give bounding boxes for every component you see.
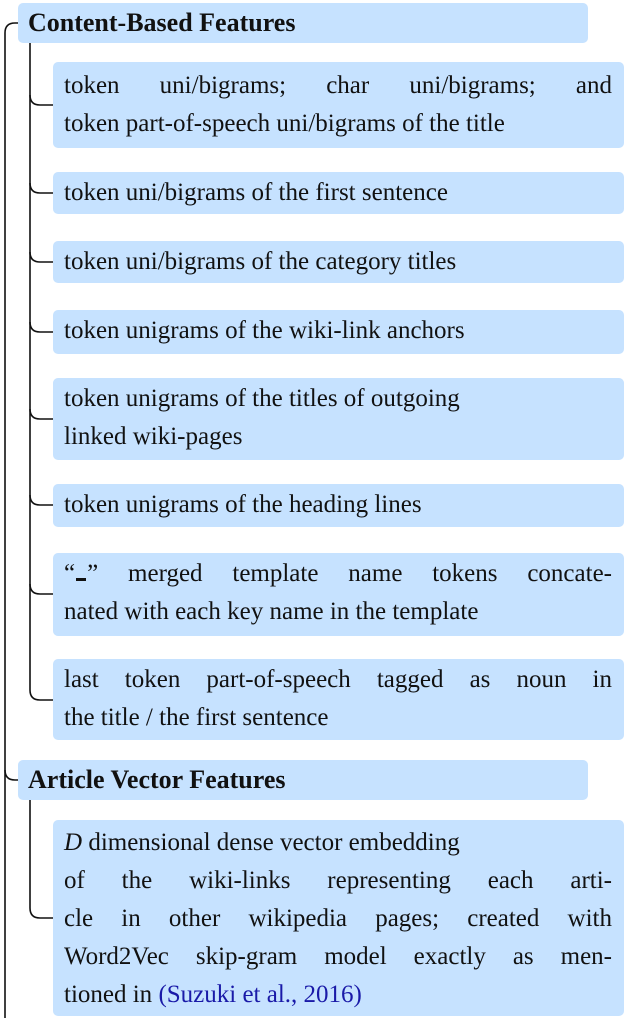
feature-text: last token part-of-speech tagged as noun in bbox=[64, 666, 612, 693]
feature-text: Word2Vec skip-gram model exactly as men- bbox=[64, 943, 612, 970]
feature-text: token part-of-speech uni/bigrams of the title bbox=[64, 110, 505, 137]
citation-link[interactable]: (Suzuki et al., 2016) bbox=[158, 981, 362, 1008]
feature-text-rest: ” merged template name tokens concate- bbox=[87, 560, 612, 587]
feature-item bbox=[53, 172, 624, 214]
group-header-content-based: Content-Based Features bbox=[18, 3, 588, 43]
feature-item bbox=[53, 378, 624, 460]
underscore-symbol bbox=[76, 564, 86, 581]
feature-text bbox=[64, 824, 612, 862]
feature-text: token unigrams of the heading lines bbox=[64, 491, 422, 518]
feature-text-rest: dimensional dense vector embedding bbox=[82, 829, 460, 856]
feature-text: token uni/bigrams; char uni/bigrams; and bbox=[64, 72, 612, 99]
group-header-article-vector: Article Vector Features bbox=[18, 760, 588, 800]
feature-text: nated with each key name in the template bbox=[64, 598, 479, 625]
feature-text: the title / the first sentence bbox=[64, 704, 329, 731]
feature-text bbox=[64, 976, 612, 1014]
group-2-spine bbox=[30, 800, 53, 918]
feature-item bbox=[53, 553, 624, 636]
feature-item bbox=[53, 820, 624, 1016]
feature-text: linked wiki-pages bbox=[64, 423, 243, 450]
feature-text: token unigrams of the titles of outgoing bbox=[64, 385, 460, 412]
group-1-spine bbox=[30, 43, 53, 700]
feature-text: cle in other wikipedia pages; created with bbox=[64, 905, 612, 932]
root-connector bbox=[5, 23, 18, 1018]
feature-text: of the wiki-links representing each arti- bbox=[64, 867, 612, 894]
feature-text: token uni/bigrams of the first sentence bbox=[64, 179, 448, 206]
feature-item bbox=[53, 310, 624, 354]
feature-text: token uni/bigrams of the category titles bbox=[64, 248, 457, 275]
quote: “ bbox=[64, 560, 76, 587]
feature-text-rest: tioned in bbox=[64, 981, 159, 1008]
feature-text bbox=[64, 555, 612, 593]
feature-item bbox=[53, 241, 624, 283]
feature-text: token unigrams of the wiki-link anchors bbox=[64, 317, 465, 344]
root-connector-group-2 bbox=[5, 770, 18, 780]
feature-item bbox=[53, 484, 624, 527]
feature-item bbox=[53, 659, 624, 740]
feature-item bbox=[53, 62, 624, 148]
dimension-symbol: D bbox=[64, 829, 83, 856]
